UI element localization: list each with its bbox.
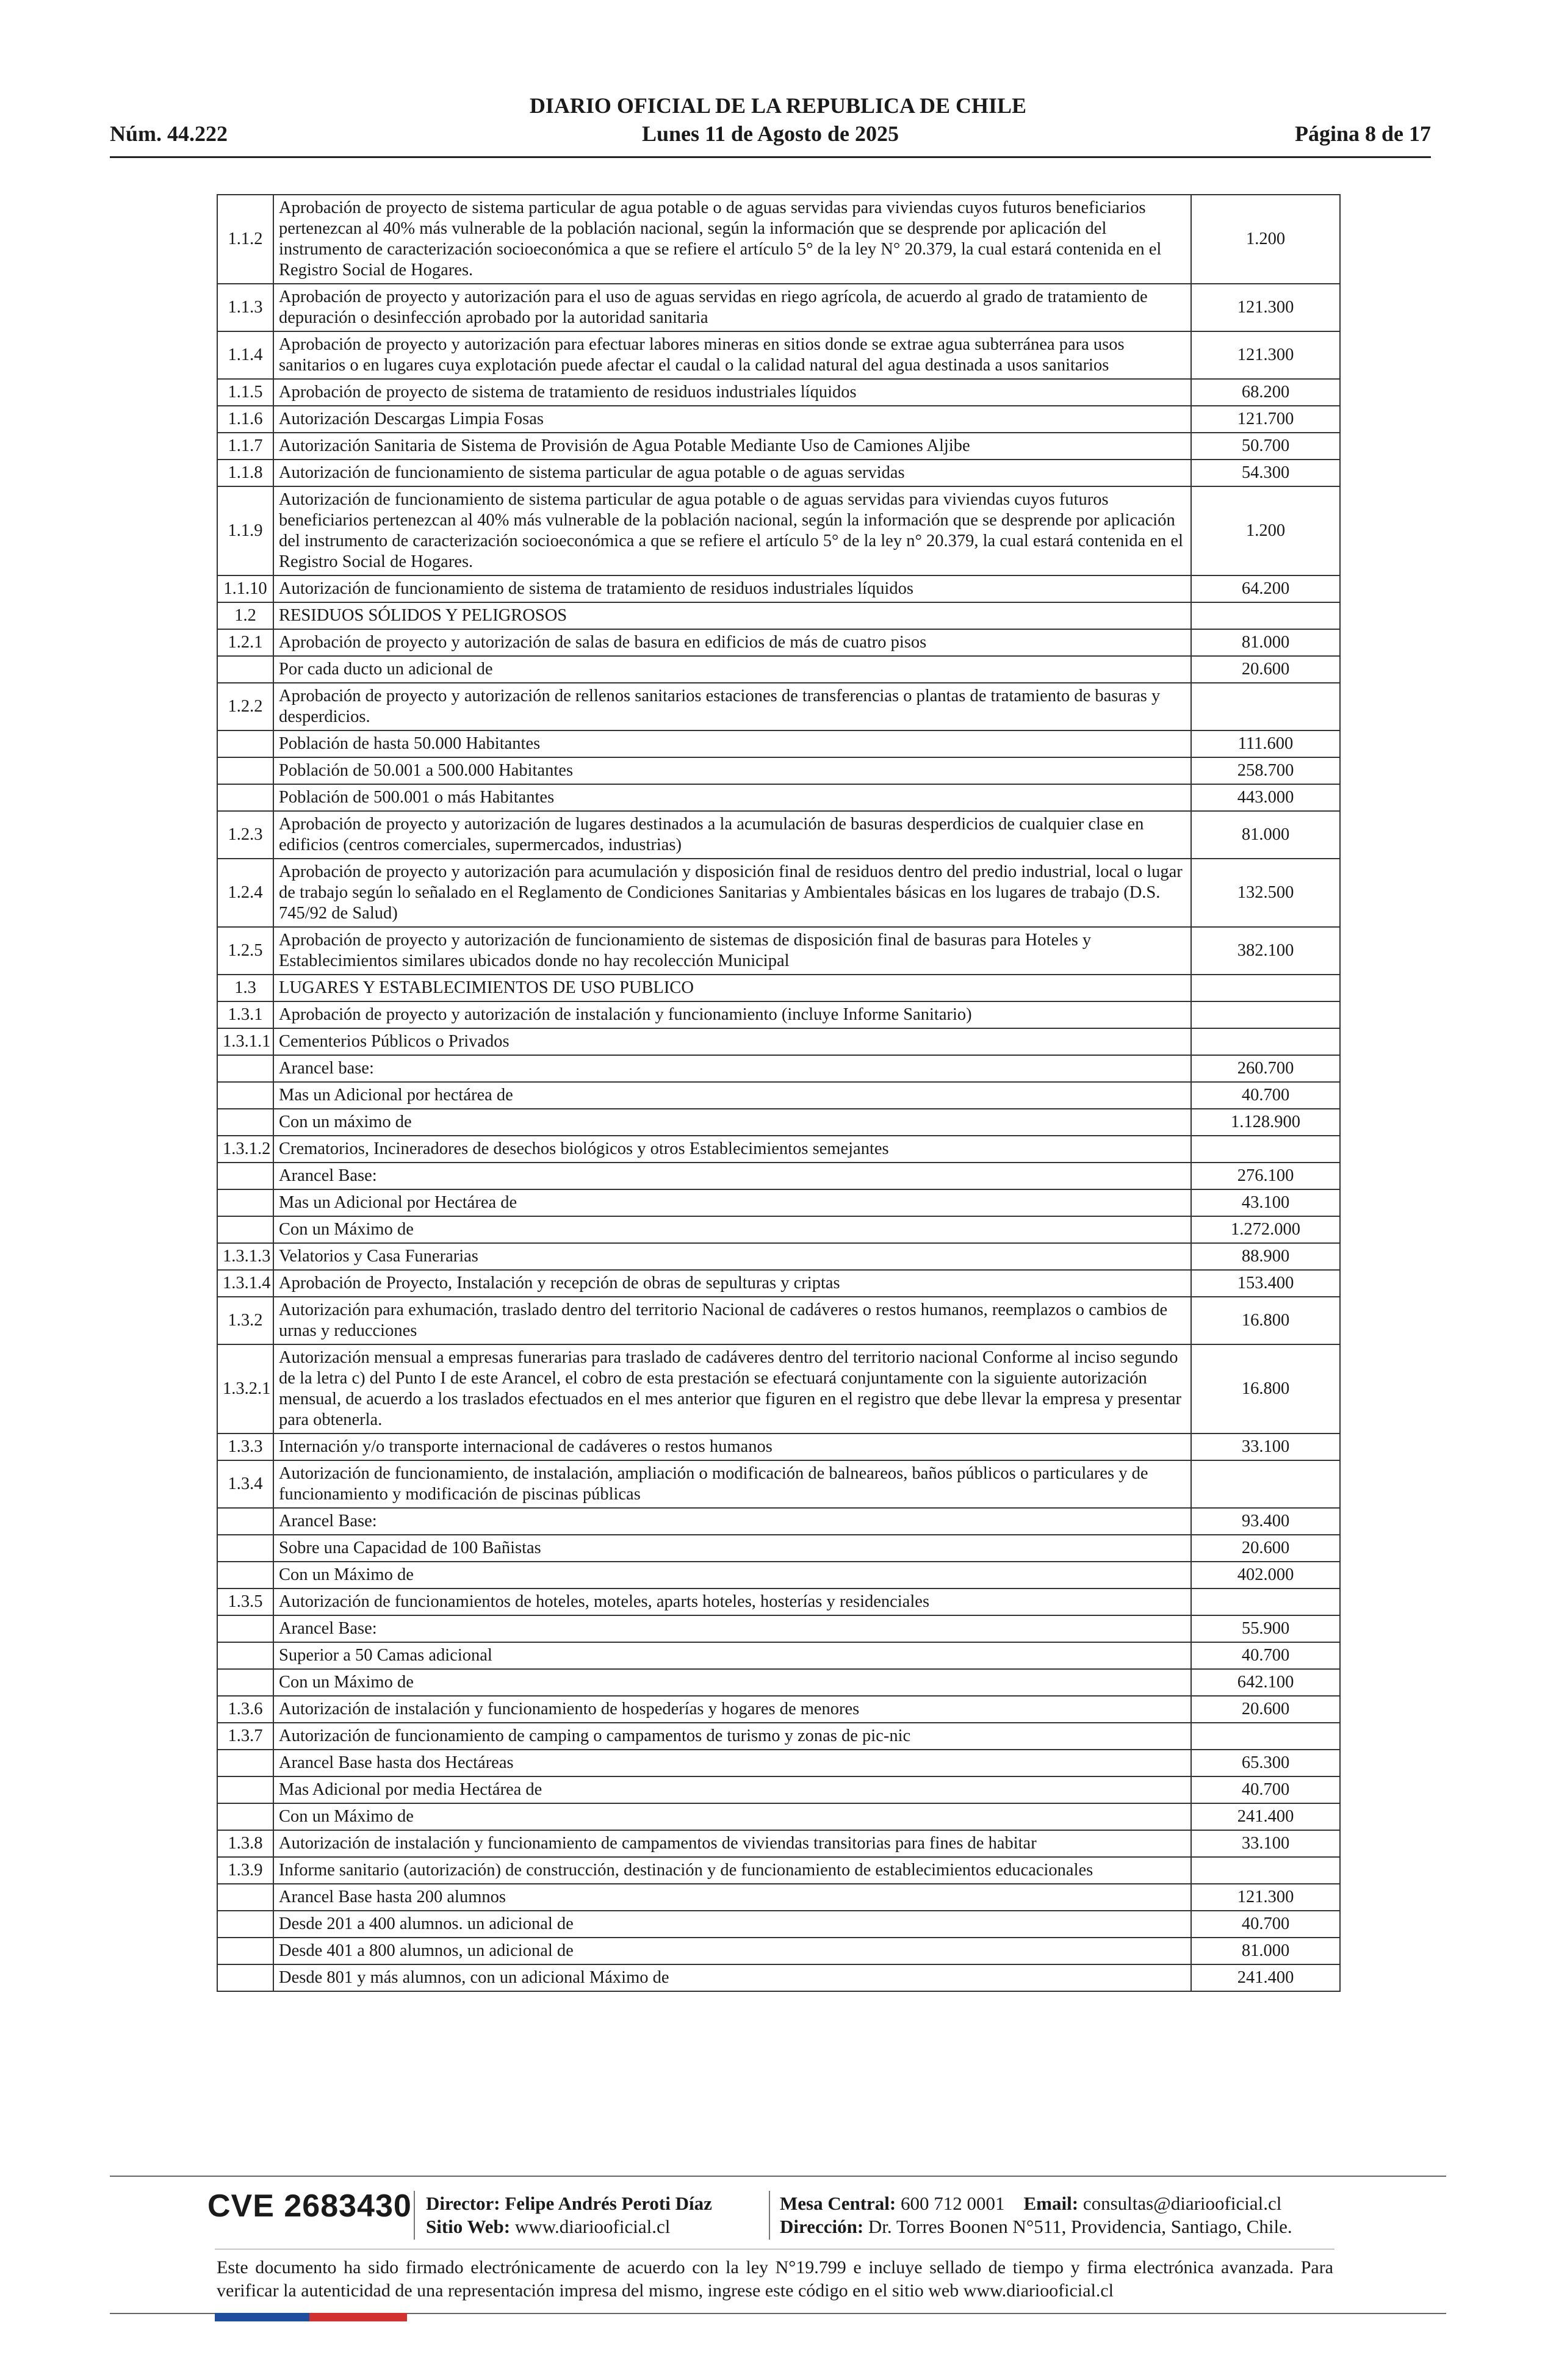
row-value: 20.600 (1191, 656, 1340, 683)
row-code (217, 1884, 273, 1911)
legal-notice: Este documento ha sido firmado electrónicamente de acuerdo con la ley N°19.799 e incluye sellado de tiempo y firma electrónica avanzada. Para verificar la autenticidad de una representación impresa del mismo, ingrese este código en el sitio web www.diariooficial.cl (217, 2257, 1333, 2301)
table-row (217, 1669, 1340, 1696)
row-code (217, 1803, 273, 1830)
table-row (217, 1028, 1340, 1055)
row-description: Aprobación de proyecto y autorización de rellenos sanitarios estaciones de transferencias o plantas de tratamiento de basuras y desperdicios. (273, 683, 1191, 730)
row-code: 1.2 (217, 602, 273, 629)
table-row (217, 1433, 1340, 1460)
row-description: Autorización de funcionamiento de camping o campamentos de turismo y zonas de pic-nic (273, 1723, 1191, 1750)
row-description: Autorización Descargas Limpia Fosas (273, 406, 1191, 433)
row-value: 55.900 (1191, 1615, 1340, 1642)
row-code: 1.1.3 (217, 284, 273, 331)
table-row (217, 602, 1340, 629)
table-row (217, 757, 1340, 784)
row-description: Aprobación de proyecto y autorización de funcionamiento de sistemas de disposición final de basuras para Hoteles y Establecimientos similares ubicados donde no hay recolección Municipal (273, 927, 1191, 975)
row-description: Aprobación de proyecto de sistema particular de agua potable o de aguas servidas para viviendas cuyos futuros beneficiarios pertenezcan al 40% más vulnerable de la población nacional, según la información que se desprende por aplicación del instrumento de caracterización socioeconómica a que se refiere el artículo 5° de la ley N° 20.379, la cual estará contenida en el Registro Social de Hogares. (273, 195, 1191, 284)
row-code (217, 784, 273, 811)
table-row (217, 656, 1340, 683)
mesa-label: Mesa Central: (780, 2193, 896, 2214)
table-row (217, 1642, 1340, 1669)
table-row (217, 1344, 1340, 1433)
flag-stripe-blue (215, 2313, 309, 2321)
table-row (217, 1588, 1340, 1615)
row-value (1191, 683, 1340, 730)
row-description: Con un Máximo de (273, 1803, 1191, 1830)
row-value: 33.100 (1191, 1830, 1340, 1857)
row-description: Con un Máximo de (273, 1562, 1191, 1588)
row-code (217, 1964, 273, 1991)
row-description: Aprobación de proyecto y autorización de salas de basura en edificios de más de cuatro pisos (273, 629, 1191, 656)
table-row (217, 1723, 1340, 1750)
footer-divider-top (110, 2176, 1446, 2177)
row-description: Autorización de funcionamiento, de instalación, ampliación o modificación de balneareos, baños públicos o particulares y de funcionamiento y modificación de piscinas públicas (273, 1460, 1191, 1508)
table-row (217, 1243, 1340, 1270)
row-code (217, 1216, 273, 1243)
director-name: Felipe Andrés Peroti Díaz (505, 2193, 712, 2214)
row-value: 43.100 (1191, 1189, 1340, 1216)
row-value: 68.200 (1191, 379, 1340, 406)
row-value: 121.700 (1191, 406, 1340, 433)
row-description: Desde 401 a 800 alumnos, un adicional de (273, 1938, 1191, 1964)
row-value: 132.500 (1191, 859, 1340, 927)
row-code: 1.1.8 (217, 460, 273, 486)
table-row (217, 1109, 1340, 1136)
row-value (1191, 1136, 1340, 1163)
table-row (217, 433, 1340, 460)
row-value (1191, 1028, 1340, 1055)
row-code (217, 1189, 273, 1216)
row-value (1191, 1001, 1340, 1028)
row-code (217, 1911, 273, 1938)
row-description: Crematorios, Incineradores de desechos biológicos y otros Establecimientos semejantes (273, 1136, 1191, 1163)
row-code: 1.3.8 (217, 1830, 273, 1857)
row-description: Autorización de instalación y funcionamiento de campamentos de viviendas transitorias para fines de habitar (273, 1830, 1191, 1857)
table-row (217, 1055, 1340, 1082)
footer-director-line (426, 2192, 712, 2215)
row-description: Autorización Sanitaria de Sistema de Provisión de Agua Potable Mediante Uso de Camiones Aljibe (273, 433, 1191, 460)
table-row (217, 460, 1340, 486)
row-description: Autorización para exhumación, traslado dentro del territorio Nacional de cadáveres o restos humanos, reemplazos o cambios de urnas y reducciones (273, 1297, 1191, 1344)
table-row (217, 730, 1340, 757)
row-value (1191, 1857, 1340, 1884)
row-value: 111.600 (1191, 730, 1340, 757)
table-row (217, 284, 1340, 331)
row-value (1191, 1460, 1340, 1508)
row-description: Aprobación de proyecto de sistema de tratamiento de residuos industriales líquidos (273, 379, 1191, 406)
row-value: 88.900 (1191, 1243, 1340, 1270)
row-value: 64.200 (1191, 575, 1340, 602)
row-code: 1.1.2 (217, 195, 273, 284)
row-description: Superior a 50 Camas adicional (273, 1642, 1191, 1669)
row-description: Población de 500.001 o más Habitantes (273, 784, 1191, 811)
row-value: 1.272.000 (1191, 1216, 1340, 1243)
row-value: 81.000 (1191, 811, 1340, 859)
row-code (217, 1508, 273, 1535)
table-row (217, 1830, 1340, 1857)
row-code: 1.3.6 (217, 1696, 273, 1723)
table-row (217, 1884, 1340, 1911)
row-value: 33.100 (1191, 1433, 1340, 1460)
table-row (217, 859, 1340, 927)
row-code (217, 1642, 273, 1669)
table-row (217, 927, 1340, 975)
row-value: 382.100 (1191, 927, 1340, 975)
row-code: 1.3.1.2 (217, 1136, 273, 1163)
cve-code: CVE 2683430 (207, 2188, 412, 2224)
row-value: 16.800 (1191, 1344, 1340, 1433)
row-value: 20.600 (1191, 1535, 1340, 1562)
row-value: 260.700 (1191, 1055, 1340, 1082)
row-code (217, 656, 273, 683)
row-code (217, 1055, 273, 1082)
row-value: 642.100 (1191, 1669, 1340, 1696)
header-meta-row (110, 121, 1431, 149)
row-code: 1.3.1.3 (217, 1243, 273, 1270)
table-row (217, 1911, 1340, 1938)
row-value: 1.200 (1191, 486, 1340, 575)
row-description: Aprobación de proyecto y autorización para acumulación y disposición final de residuos dentro del predio industrial, local o lugar de trabajo según lo señalado en el Reglamento de Condiciones Sanitarias y Ambientales básicas en los lugares de trabajo (D.S. 745/92 de Salud) (273, 859, 1191, 927)
row-value: 121.300 (1191, 331, 1340, 379)
row-description: Velatorios y Casa Funerarias (273, 1243, 1191, 1270)
row-description: Con un Máximo de (273, 1669, 1191, 1696)
row-code (217, 730, 273, 757)
row-code: 1.3.1.4 (217, 1270, 273, 1297)
row-value: 16.800 (1191, 1297, 1340, 1344)
row-description: Aprobación de proyecto y autorización para el uso de aguas servidas en riego agrícola, de acuerdo al grado de tratamiento de depuración o desinfección aprobado por la autoridad sanitaria (273, 284, 1191, 331)
issue-date: Lunes 11 de Agosto de 2025 (641, 121, 899, 146)
row-code: 1.3.7 (217, 1723, 273, 1750)
row-code: 1.3.3 (217, 1433, 273, 1460)
row-description: Con un Máximo de (273, 1216, 1191, 1243)
row-value: 40.700 (1191, 1642, 1340, 1669)
table-row (217, 486, 1340, 575)
row-value (1191, 602, 1340, 629)
table-row (217, 1615, 1340, 1642)
email-link[interactable]: consultas@diariooficial.cl (1082, 2193, 1282, 2214)
row-description: Arancel Base: (273, 1508, 1191, 1535)
footer-address-line (780, 2215, 1292, 2238)
row-description: Por cada ducto un adicional de (273, 656, 1191, 683)
row-description: Aprobación de proyecto y autorización para efectuar labores mineras en sitios donde se extrae agua subterránea para usos sanitarios o en lugares cuya explotación puede afectar el caudal o la calidad natural del agua destinada a usos sanitarios (273, 331, 1191, 379)
row-description: Población de 50.001 a 500.000 Habitantes (273, 757, 1191, 784)
table-row (217, 683, 1340, 730)
row-description: Mas Adicional por media Hectárea de (273, 1776, 1191, 1803)
row-description: Arancel Base: (273, 1163, 1191, 1189)
row-code: 1.2.4 (217, 859, 273, 927)
table-row (217, 1001, 1340, 1028)
row-value (1191, 975, 1340, 1001)
page-indicator: Página 8 de 17 (1294, 121, 1431, 146)
row-code (217, 1938, 273, 1964)
row-value: 258.700 (1191, 757, 1340, 784)
row-value: 81.000 (1191, 1938, 1340, 1964)
row-value: 121.300 (1191, 1884, 1340, 1911)
row-description: Arancel Base: (273, 1615, 1191, 1642)
table-row (217, 975, 1340, 1001)
row-value: 1.200 (1191, 195, 1340, 284)
row-value: 121.300 (1191, 284, 1340, 331)
table-row (217, 1938, 1340, 1964)
row-value: 1.128.900 (1191, 1109, 1340, 1136)
row-code (217, 1669, 273, 1696)
row-description: Autorización de instalación y funcionamiento de hospederías y hogares de menores (273, 1696, 1191, 1723)
footer-web-line (426, 2215, 670, 2238)
row-description: Aprobación de Proyecto, Instalación y recepción de obras de sepulturas y criptas (273, 1270, 1191, 1297)
row-code (217, 1750, 273, 1776)
row-value: 81.000 (1191, 629, 1340, 656)
row-value: 40.700 (1191, 1776, 1340, 1803)
row-description: Autorización de funcionamientos de hoteles, moteles, aparts hoteles, hosterías y residenciales (273, 1588, 1191, 1615)
table-row (217, 1163, 1340, 1189)
row-value: 443.000 (1191, 784, 1340, 811)
row-code: 1.1.6 (217, 406, 273, 433)
row-code: 1.1.7 (217, 433, 273, 460)
row-description: Sobre una Capacidad de 100 Bañistas (273, 1535, 1191, 1562)
table-row (217, 1297, 1340, 1344)
row-code: 1.3.1.1 (217, 1028, 273, 1055)
address-text: Dr. Torres Boonen N°511, Providencia, Santiago, Chile. (868, 2216, 1292, 2237)
row-code: 1.3.2 (217, 1297, 273, 1344)
table-row (217, 784, 1340, 811)
row-value: 241.400 (1191, 1964, 1340, 1991)
issue-number: Núm. 44.222 (110, 121, 228, 146)
row-code: 1.3.5 (217, 1588, 273, 1615)
row-code: 1.2.3 (217, 811, 273, 859)
table-row (217, 406, 1340, 433)
row-description: Autorización mensual a empresas funerarias para traslado de cadáveres dentro del territorio nacional Conforme al inciso segundo de la letra c) del Punto I de este Arancel, el cobro de esta prestación se efectuará conjuntamente con la siguiente autorización mensual, de acuerdo a los traslados efectuados en el mes anterior que figuren en el registro que debe llevar la empresa y presentar para obtenerla. (273, 1344, 1191, 1433)
row-description: Desde 201 a 400 alumnos. un adicional de (273, 1911, 1191, 1938)
row-value: 65.300 (1191, 1750, 1340, 1776)
table-row (217, 1696, 1340, 1723)
table-row (217, 379, 1340, 406)
row-description: Aprobación de proyecto y autorización de lugares destinados a la acumulación de basuras desperdicios de cualquier clase en edificios (centros comerciales, supermercados, industrias) (273, 811, 1191, 859)
row-code (217, 1109, 273, 1136)
tariff-table-body (217, 195, 1340, 1991)
table-row (217, 1136, 1340, 1163)
row-description: Aprobación de proyecto y autorización de instalación y funcionamiento (incluye Informe Sanitario) (273, 1001, 1191, 1028)
table-row (217, 1964, 1340, 1991)
row-description: Autorización de funcionamiento de sistema particular de agua potable o de aguas servidas (273, 460, 1191, 486)
row-code: 1.1.4 (217, 331, 273, 379)
row-code: 1.3.1 (217, 1001, 273, 1028)
table-row (217, 1460, 1340, 1508)
table-row (217, 1189, 1340, 1216)
table-row (217, 1857, 1340, 1884)
footer-separator (414, 2191, 415, 2240)
row-code (217, 1615, 273, 1642)
row-code: 1.1.5 (217, 379, 273, 406)
row-code: 1.3.4 (217, 1460, 273, 1508)
row-value: 50.700 (1191, 433, 1340, 460)
row-code (217, 1082, 273, 1109)
table-row (217, 1535, 1340, 1562)
row-code: 1.2.1 (217, 629, 273, 656)
web-link[interactable]: www.diariooficial.cl (514, 2216, 671, 2237)
flag-stripe-red (309, 2313, 407, 2321)
row-description: Autorización de funcionamiento de sistema de tratamiento de residuos industriales líquidos (273, 575, 1191, 602)
row-value (1191, 1588, 1340, 1615)
row-code (217, 1562, 273, 1588)
row-code (217, 757, 273, 784)
row-value: 20.600 (1191, 1696, 1340, 1723)
row-description: Desde 801 y más alumnos, con un adicional Máximo de (273, 1964, 1191, 1991)
row-description: Población de hasta 50.000 Habitantes (273, 730, 1191, 757)
table-row (217, 1776, 1340, 1803)
table-row (217, 1508, 1340, 1535)
row-description: Con un máximo de (273, 1109, 1191, 1136)
table-row (217, 575, 1340, 602)
row-code (217, 1535, 273, 1562)
row-code: 1.1.10 (217, 575, 273, 602)
email-label: Email: (1023, 2193, 1079, 2214)
table-row (217, 1803, 1340, 1830)
row-description: Mas un Adicional por hectárea de (273, 1082, 1191, 1109)
mesa-phone: 600 712 0001 (901, 2193, 1005, 2214)
row-code (217, 1163, 273, 1189)
table-row (217, 1216, 1340, 1243)
row-description: Arancel Base hasta dos Hectáreas (273, 1750, 1191, 1776)
row-value: 54.300 (1191, 460, 1340, 486)
address-label: Dirección: (780, 2216, 864, 2237)
row-description: RESIDUOS SÓLIDOS Y PELIGROSOS (273, 602, 1191, 629)
table-row (217, 195, 1340, 284)
web-label: Sitio Web: (426, 2216, 511, 2237)
row-value: 40.700 (1191, 1911, 1340, 1938)
publication-title: DIARIO OFICIAL DE LA REPUBLICA DE CHILE (529, 93, 1027, 118)
row-value: 241.400 (1191, 1803, 1340, 1830)
header-divider (110, 156, 1431, 158)
row-code: 1.3.9 (217, 1857, 273, 1884)
table-row (217, 1562, 1340, 1588)
row-description: Arancel base: (273, 1055, 1191, 1082)
table-row (217, 331, 1340, 379)
row-description: Arancel Base hasta 200 alumnos (273, 1884, 1191, 1911)
row-code: 1.3.2.1 (217, 1344, 273, 1433)
row-description: Internación y/o transporte internacional de cadáveres o restos humanos (273, 1433, 1191, 1460)
table-row (217, 1750, 1340, 1776)
footer-contact-line (780, 2192, 1281, 2215)
row-code: 1.2.5 (217, 927, 273, 975)
row-value: 93.400 (1191, 1508, 1340, 1535)
table-row (217, 1082, 1340, 1109)
row-value: 402.000 (1191, 1562, 1340, 1588)
row-value: 40.700 (1191, 1082, 1340, 1109)
table-row (217, 811, 1340, 859)
row-description: Informe sanitario (autorización) de construcción, destinación y de funcionamiento de establecimientos educacionales (273, 1857, 1191, 1884)
row-value (1191, 1723, 1340, 1750)
row-code (217, 1776, 273, 1803)
table-row (217, 629, 1340, 656)
row-description: LUGARES Y ESTABLECIMIENTOS DE USO PUBLICO (273, 975, 1191, 1001)
footer-separator (769, 2191, 770, 2240)
row-value: 153.400 (1191, 1270, 1340, 1297)
row-code: 1.1.9 (217, 486, 273, 575)
row-description: Cementerios Públicos o Privados (273, 1028, 1191, 1055)
row-description: Autorización de funcionamiento de sistema particular de agua potable o de aguas servidas para viviendas cuyos futuros beneficiarios pertenezcan al 40% más vulnerable de la población nacional, según la información que se desprende por aplicación del instrumento de caracterización socioeconómica a que se refiere el artículo 5° de la ley n° 20.379, la cual estará contenida en el Registro Social de Hogares. (273, 486, 1191, 575)
row-code: 1.3 (217, 975, 273, 1001)
row-code: 1.2.2 (217, 683, 273, 730)
table-row (217, 1270, 1340, 1297)
row-value: 276.100 (1191, 1163, 1340, 1189)
row-description: Mas un Adicional por Hectárea de (273, 1189, 1191, 1216)
tariff-table (217, 194, 1341, 1992)
director-label: Director: (426, 2193, 500, 2214)
